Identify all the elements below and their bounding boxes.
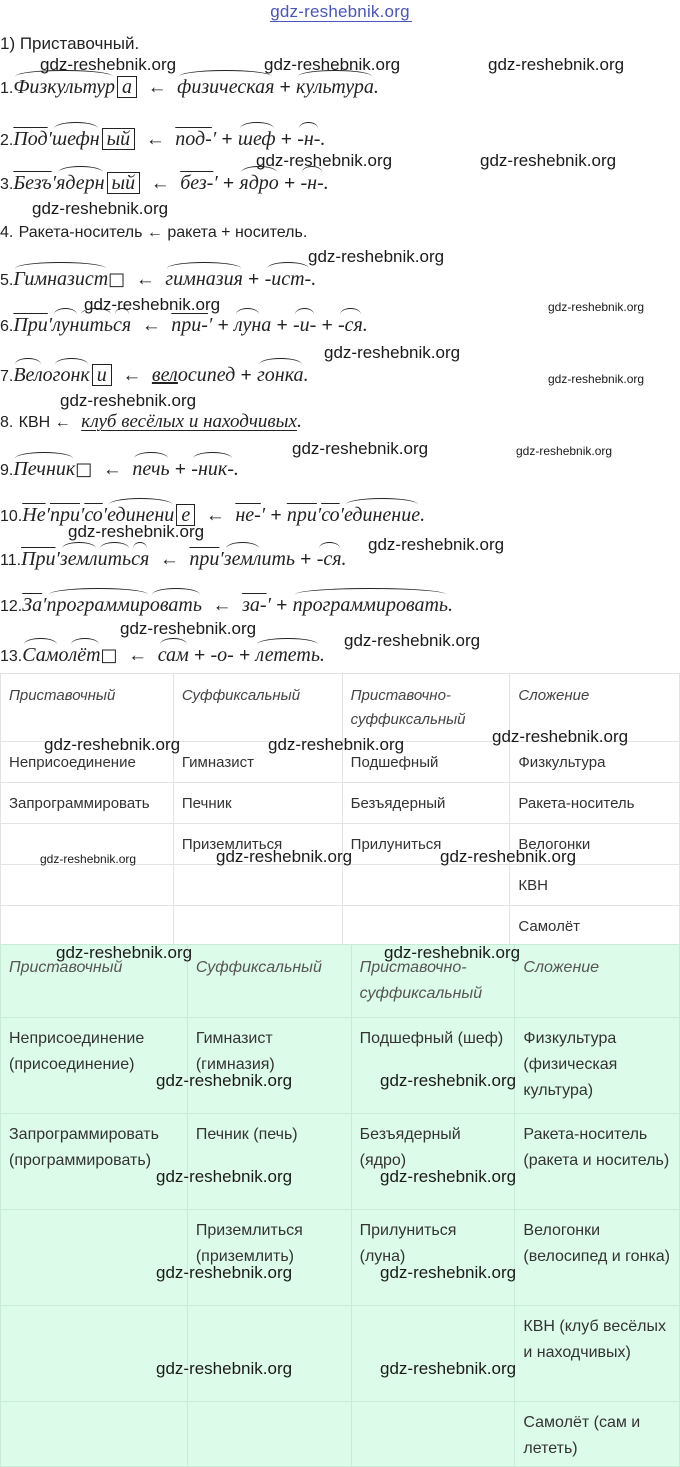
example-line-3: 3.Безъ′ядерн ый ← без-′ + ядро + -н-.	[0, 172, 329, 194]
table-cell	[173, 865, 342, 906]
watermark: gdz-reshebnik.org	[368, 535, 505, 554]
table-cell: Безъядерный (ядро)	[351, 1114, 515, 1210]
table-cell	[1, 1402, 188, 1467]
watermark: gdz-reshebnik.org	[84, 295, 221, 314]
watermark: gdz-reshebnik.org	[56, 943, 193, 962]
watermark: gdz-reshebnik.org	[492, 727, 629, 746]
table-cell	[1, 865, 174, 906]
table-cell: Подшефный (шеф)	[351, 1018, 515, 1114]
table-row	[1, 1306, 680, 1402]
example-line-6: 6.При′луниться ← при-′ + луна + -и- + -ся.	[0, 314, 368, 336]
site-title[interactable]: gdz-reshebnik.org	[0, 2, 680, 22]
watermark: gdz-reshebnik.org	[380, 1359, 517, 1378]
table-cell: Приземлиться (приземлить)	[187, 1210, 351, 1306]
watermark: gdz-reshebnik.org	[256, 151, 393, 170]
watermark: gdz-reshebnik.org	[292, 439, 429, 458]
table-header-cell: Суффиксальный	[187, 945, 351, 1018]
example-line-13: 13.Самолёт□ ← сам + -о- + лететь.	[0, 644, 325, 666]
table-header-cell: Сложение	[515, 945, 680, 1018]
watermark: gdz-reshebnik.org	[516, 444, 613, 458]
example-line-1: 1.Физкультур а ← физическая + культура.	[0, 76, 379, 98]
table-cell	[173, 906, 342, 947]
table-cell	[1, 906, 174, 947]
table-cell	[351, 1306, 515, 1402]
watermark: gdz-reshebnik.org	[264, 55, 401, 74]
watermark: gdz-reshebnik.org	[380, 1167, 517, 1186]
watermark: gdz-reshebnik.org	[440, 847, 577, 866]
watermark: gdz-reshebnik.org	[44, 735, 181, 754]
watermark: gdz-reshebnik.org	[480, 151, 617, 170]
table-cell: Неприсоединение	[1, 742, 174, 783]
watermark: gdz-reshebnik.org	[380, 1263, 517, 1282]
watermark: gdz-reshebnik.org	[156, 1263, 293, 1282]
table-cell: Самолёт (сам и лететь)	[515, 1402, 680, 1467]
example-line-10: 10.Не′при′со′единени е ← не-′ + при′со′единение.	[0, 504, 426, 526]
table-header-cell: Приставочный	[1, 945, 188, 1018]
section-heading: 1) Приставочный.	[0, 34, 140, 53]
table-cell: Гимназист	[173, 742, 342, 783]
table-cell: Ракета-носитель (ракета и носитель)	[515, 1114, 680, 1210]
watermark: gdz-reshebnik.org	[32, 199, 169, 218]
example-line-2: 2.Под′шефн ый ← под-′ + шеф + -н-.	[0, 128, 326, 150]
watermark: gdz-reshebnik.org	[68, 522, 205, 541]
table-cell: Приземлиться	[173, 824, 342, 865]
table-cell: Неприсоединение (присоединение)	[1, 1018, 188, 1114]
table-cell	[187, 1306, 351, 1402]
watermark: gdz-reshebnik.org	[548, 372, 645, 386]
watermark: gdz-reshebnik.org	[40, 852, 137, 866]
watermark: gdz-reshebnik.org	[156, 1167, 293, 1186]
table-row	[1, 1402, 680, 1467]
table-cell: Запрограммировать (программировать)	[1, 1114, 188, 1210]
table-cell	[1, 1210, 188, 1306]
example-line-9: 9.Печник□ ← печь + -ник-.	[0, 458, 239, 480]
table-row	[1, 906, 680, 947]
watermark: gdz-reshebnik.org	[344, 631, 481, 650]
watermark: gdz-reshebnik.org	[548, 300, 645, 314]
watermark: gdz-reshebnik.org	[40, 55, 177, 74]
table-row	[1, 1114, 680, 1210]
table-cell: Ракета-носитель	[510, 783, 680, 824]
watermark: gdz-reshebnik.org	[308, 247, 445, 266]
table-cell: Прилуниться (луна)	[351, 1210, 515, 1306]
table-cell	[342, 865, 510, 906]
table-cell: Гимназист (гимназия)	[187, 1018, 351, 1114]
table-cell: Печник (печь)	[187, 1114, 351, 1210]
watermark: gdz-reshebnik.org	[380, 1071, 517, 1090]
watermark: gdz-reshebnik.org	[156, 1071, 293, 1090]
example-line-5: 5.Гимназист□ ← гимназия + -ист-.	[0, 268, 317, 290]
table-cell: Велогонки (велосипед и гонка)	[515, 1210, 680, 1306]
table-cell: КВН (клуб весёлых и находчивых)	[515, 1306, 680, 1402]
watermark: gdz-reshebnik.org	[216, 847, 353, 866]
watermark: gdz-reshebnik.org	[488, 55, 625, 74]
table-cell: Велогонки	[510, 824, 680, 865]
watermark: gdz-reshebnik.org	[384, 943, 521, 962]
table-cell	[342, 906, 510, 947]
table-row	[1, 865, 680, 906]
table-cell	[351, 1402, 515, 1467]
table-cell	[187, 1402, 351, 1467]
table-header-cell: Суффиксальный	[173, 674, 342, 742]
example-line-12: 12.За′программировать ← за-′ + программировать.	[0, 594, 454, 616]
watermark: gdz-reshebnik.org	[324, 343, 461, 362]
table-cell: Безъядерный	[342, 783, 510, 824]
word-formation-table-plain	[0, 673, 680, 947]
table-row	[1, 783, 680, 824]
table-cell: Физкультура (физическая культура)	[515, 1018, 680, 1114]
watermark: gdz-reshebnik.org	[156, 1359, 293, 1378]
table-cell	[1, 1306, 188, 1402]
example-line-11: 11.При′землиться ← при′землить + -ся.	[0, 548, 347, 570]
table-header-cell: Приставочно-суффиксальный	[342, 674, 510, 742]
table-cell: Печник	[173, 783, 342, 824]
table-cell: Физкультура	[510, 742, 680, 783]
table-cell: Запрограммировать	[1, 783, 174, 824]
watermark: gdz-reshebnik.org	[268, 735, 405, 754]
watermark: gdz-reshebnik.org	[60, 391, 197, 410]
example-line-4: 4. Ракета-носитель ← ракета + носитель.	[0, 224, 308, 241]
table-cell: Подшефный	[342, 742, 510, 783]
table-header-cell: Приставочно-суффиксальный	[351, 945, 515, 1018]
table-row	[1, 1210, 680, 1306]
example-line-7: 7.Велогонк и ← велосипед + гонка.	[0, 364, 309, 386]
word-formation-table-explained	[0, 944, 680, 1467]
table-cell: Самолёт	[510, 906, 680, 947]
watermark: gdz-reshebnik.org	[120, 619, 257, 638]
table-row	[1, 1018, 680, 1114]
example-line-8: 8. КВН ← клуб весёлых и находчивых.	[0, 410, 302, 432]
table-header-cell: Приставочный	[1, 674, 174, 742]
table-header-cell: Сложение	[510, 674, 680, 742]
table-cell: КВН	[510, 865, 680, 906]
table-cell: Прилуниться	[342, 824, 510, 865]
